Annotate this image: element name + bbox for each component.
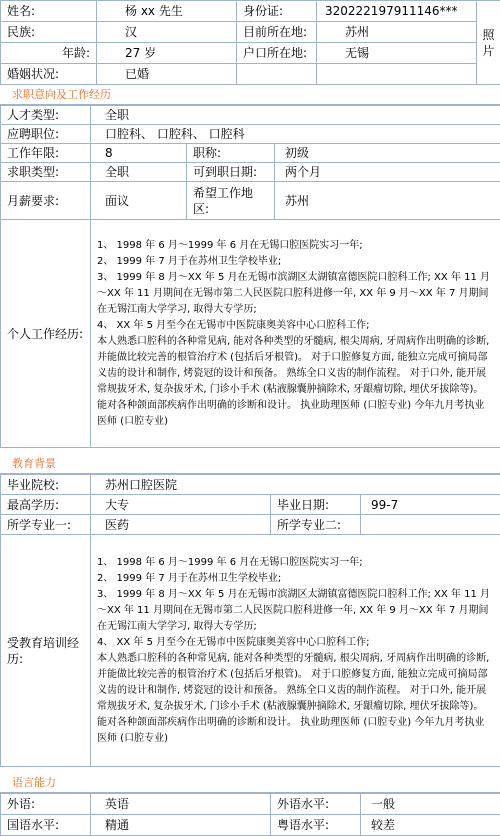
hukou-value: 无锡	[317, 43, 477, 64]
work-years-label: 工作年限:	[1, 144, 91, 163]
cantonese-label: 粤语水平:	[271, 815, 361, 836]
experience-line: 2、 1999 年 7 月于在苏州卫生学校毕业;	[97, 254, 494, 270]
work-years-value: 8	[91, 144, 187, 163]
location-label: 希望工作地区:	[187, 182, 275, 220]
experience-line: 1、 1998 年 6 月～1999 年 6 月在无锡口腔医院实习一年;	[97, 238, 494, 254]
major2-value	[361, 515, 500, 535]
seek-type-label: 求职类型:	[1, 163, 91, 182]
salary-label: 月薪要求:	[1, 182, 91, 220]
degree-label: 最高学历:	[1, 495, 91, 515]
training-line: 4、 XX 年 5 月至今在无锡市中医院康奥美容中心口腔科工作;	[97, 635, 494, 651]
job-table	[0, 105, 500, 448]
residence-label: 目前所在地:	[237, 22, 317, 43]
major1-value: 医药	[91, 515, 271, 535]
personal-info-table	[0, 0, 500, 85]
seek-type-value: 全职	[91, 163, 187, 182]
position-label: 应聘职位:	[1, 125, 91, 144]
start-date-value: 两个月	[275, 163, 500, 182]
major2-label: 所学专业二:	[271, 515, 361, 535]
position-value: 口腔科、 口腔科、 口腔科	[91, 125, 500, 144]
experience-label: 个人工作经历:	[1, 220, 91, 448]
section-title-language: 语言能力	[0, 773, 500, 793]
mandarin-label: 国语水平:	[1, 815, 91, 836]
start-date-label: 可到职日期:	[187, 163, 275, 182]
name-label: 姓名:	[1, 1, 97, 22]
training-line: 2、 1999 年 7 月于在苏州卫生学校毕业;	[97, 571, 494, 587]
degree-value: 大专	[91, 495, 271, 515]
foreign-level-value: 一般	[361, 794, 500, 815]
foreign-lang-label: 外语:	[1, 794, 91, 815]
major1-label: 所学专业一:	[1, 515, 91, 535]
experience-list	[91, 220, 500, 448]
salary-value: 面议	[91, 182, 187, 220]
mandarin-value: 精通	[91, 815, 271, 836]
cantonese-value: 较差	[361, 815, 500, 836]
language-table	[0, 793, 500, 836]
hukou-label: 户口所在地:	[237, 43, 317, 64]
marital-value: 已婚	[97, 64, 237, 85]
school-label: 毕业院校:	[1, 475, 91, 495]
empty-cell	[237, 64, 317, 85]
id-value: 320222197911146***	[317, 1, 477, 22]
title-value: 初级	[275, 144, 500, 163]
experience-line: 3、 1999 年 8 月～XX 年 5 月在无锡市滨湖区太湖镇富德医院口腔科工作; XX 年 11 月～XX 年 11 月期间在无锡市第二人民医院口腔科进修一年, XX 年 9 月～XX 年 7 月期间在无锡江南大学学习, 取得大专学历;	[97, 270, 494, 318]
talent-type-value: 全职	[91, 106, 500, 125]
training-line: 本人熟悉口腔科的各种常见病, 能对各种类型的牙髓病, 根尖周病, 牙周病作出明确的诊断, 并能做比较完善的根管治疗术 (包括后牙根管)。 对于口腔修复方面, 能独立完成可摘局部义齿的设计和制作, 烤瓷冠的设计和预备。 熟练全口义齿的制作流程。 对于口外, 能开展常规拔牙术, 复杂拔牙术, 门诊小手术 (粘液腺囊肿摘除术, 牙龈瘤切除, 埋伏牙拔除等)。 能对各种颌面部疾病作出明确的诊断和设计。 执业助理医师 (口腔专业) 今年九月考执业医师 (口腔专业)	[97, 651, 494, 747]
title-label: 职称:	[187, 144, 275, 163]
marital-label: 婚姻状况:	[1, 64, 97, 85]
grad-date-value: 99-7	[361, 495, 500, 515]
name-value: 杨 xx 先生	[97, 1, 237, 22]
training-line: 1、 1998 年 6 月～1999 年 6 月在无锡口腔医院实习一年;	[97, 555, 494, 571]
section-title-education: 教育背景	[0, 454, 500, 474]
talent-type-label: 人才类型:	[1, 106, 91, 125]
age-label: 年龄:	[1, 43, 97, 64]
age-value: 27 岁	[97, 43, 237, 64]
training-label: 受教育培训经历:	[1, 535, 91, 767]
ethnicity-value: 汉	[97, 22, 237, 43]
experience-line: 4、 XX 年 5 月至今在无锡市中医院康奥美容中心口腔科工作;	[97, 318, 494, 334]
residence-value: 苏州	[317, 22, 477, 43]
training-line: 3、 1999 年 8 月～XX 年 5 月在无锡市滨湖区太湖镇富德医院口腔科工作; XX 年 11 月～XX 年 11 月期间在无锡市第二人民医院口腔科进修一年, XX 年 9 月～XX 年 7 月期间在无锡江南大学学习, 取得大专学历;	[97, 587, 494, 635]
ethnicity-label: 民族:	[1, 22, 97, 43]
section-title-job: 求职意向及工作经历	[0, 85, 500, 105]
training-list	[91, 535, 500, 767]
location-value: 苏州	[275, 182, 500, 220]
experience-line: 本人熟悉口腔科的各种常见病, 能对各种类型的牙髓病, 根尖周病, 牙周病作出明确的诊断, 并能做比较完善的根管治疗术 (包括后牙根管)。 对于口腔修复方面, 能独立完成可摘局部义齿的设计和制作, 烤瓷冠的设计和预备。 熟练全口义齿的制作流程。 对于口外, 能开展常规拔牙术, 复杂拔牙术, 门诊小手术 (粘液腺囊肿摘除术, 牙龈瘤切除, 埋伏牙拔除等)。 能对各种颌面部疾病作出明确的诊断和设计。 执业助理医师 (口腔专业) 今年九月考执业医师 (口腔专业)	[97, 334, 494, 430]
foreign-lang-value: 英语	[91, 794, 271, 815]
id-label: 身份证:	[237, 1, 317, 22]
grad-date-label: 毕业日期:	[271, 495, 361, 515]
foreign-level-label: 外语水平:	[271, 794, 361, 815]
education-table	[0, 474, 500, 767]
empty-cell	[317, 64, 477, 85]
photo-placeholder: 照片	[477, 1, 500, 85]
school-value: 苏州口腔医院	[91, 475, 500, 495]
